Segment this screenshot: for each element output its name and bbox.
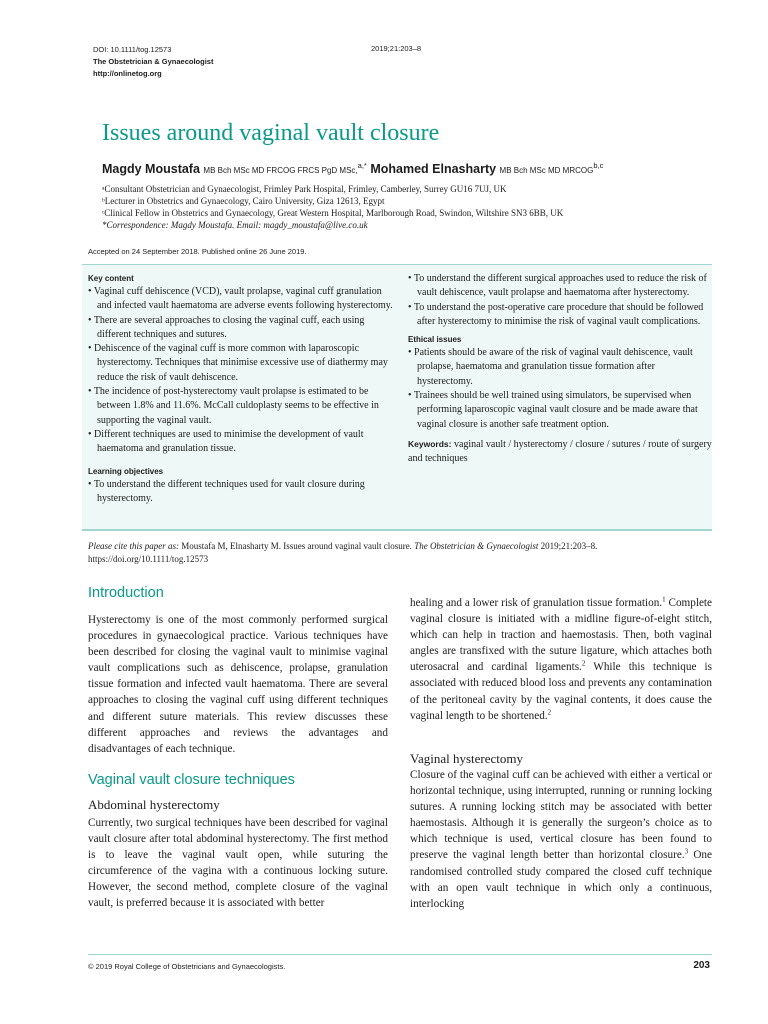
abdominal-subheading: Abdominal hysterectomy — [88, 797, 220, 812]
intro-heading: Introduction — [88, 585, 164, 601]
section-label: Review — [644, 45, 696, 62]
affiliation: ᶜClinical Fellow in Obstetrics and Gynaecology, Great Western Hospital, Marlborough Road, Swindon, Wiltshire SN3 6BB, UK — [102, 208, 564, 218]
correspondence: *Correspondence: Magdy Moustafa. Email: magdy_moustafa@live.co.uk — [102, 220, 368, 230]
learning-list-cont — [408, 272, 712, 329]
key-content-heading: Key content — [88, 274, 134, 283]
text-run: healing and a lower risk of granulation tissue formation. — [410, 597, 663, 609]
cite-doi[interactable]: https://doi.org/10.1111/tog.12573 — [88, 554, 209, 564]
right-paragraph-2 — [410, 767, 712, 912]
vaginal-subheading: Vaginal hysterectomy — [410, 751, 523, 766]
key-content-box — [82, 265, 712, 531]
box-right-column — [408, 272, 712, 467]
list-item: • There are several approaches to closing the vaginal cuff, each using different techniques and sutures. — [88, 314, 396, 343]
doi[interactable]: DOI: 10.1111/tog.12573 — [93, 45, 172, 54]
article-title: Issues around vaginal vault closure — [102, 120, 440, 146]
list-item: • To understand the post-operative care procedure that should be followed after hysterectomy to minimise the risk of vaginal vault complications. — [408, 301, 712, 330]
author-2: Mohamed Elnasharty — [370, 162, 497, 176]
text-run: Closure of the vaginal cuff can be achieved with either a vertical or horizontal technique, using interrupted, running or running locking sutures. A running locking stitch may be associated with better haemostasis. Although it is generally the surgeon’s choice as to which technique is used, vertical closure has been found to preserve the vaginal length better than horizontal closure. — [410, 769, 712, 862]
list-item: • Patients should be aware of the risk of vaginal vault dehiscence, vault prolapse, haematoma and granulation tissue formation after hysterectomy. — [408, 346, 712, 389]
learning-list — [88, 478, 396, 507]
ref-sup: 2 — [581, 659, 586, 668]
ref-sup: 1 — [662, 595, 666, 604]
list-item: • To understand the different techniques used for vault closure during hysterectomy. — [88, 478, 396, 507]
key-content-list — [88, 285, 396, 457]
text-run: Complete vaginal closure is initiated with a midline figure-of-eight stitch, which can help in traction and haemostasis. Then, both vaginal angles are transfixed with the suture ligature, which attaches both uterosacral and cardinal ligaments. — [410, 597, 713, 674]
ref-sup: 3 — [684, 847, 689, 856]
author-2-sup: b,c — [593, 160, 604, 170]
ethical-heading: Ethical issues — [408, 335, 462, 345]
author-1-degrees: MB Bch MSc MD FRCOG FRCS PgD MSc, — [203, 166, 358, 175]
keywords — [408, 437, 712, 467]
right-paragraph-1 — [410, 595, 712, 724]
closure-heading: Vaginal vault closure techniques — [88, 772, 295, 788]
abdominal-paragraph: Currently, two surgical techniques have been described for vaginal vault closure after total abdominal hysterectomy. The first method is to leave the vaginal vault open, while suturing the circumference of the vagina with a continuous locking suture. However, the second method, complete closure of the vaginal vault, is preferred because it is associated with better — [88, 817, 388, 910]
list-item: • Different techniques are used to minimise the development of vault haematoma and granulation tissue. — [88, 428, 396, 457]
box-left-column — [88, 273, 396, 506]
keywords-label: Keywords: — [408, 438, 452, 449]
learning-heading: Learning objectives — [88, 466, 164, 476]
list-item: • The incidence of post-hysterectomy vault prolapse is estimated to be between 1.8% and 11.6%. McCall culdoplasty seems to be effective in supporting the vaginal vault. — [88, 385, 396, 428]
author-2-degrees: MB Bch MSc MD MRCOG — [499, 166, 594, 175]
list-item: • Dehiscence of the vaginal cuff is more common with laparoscopic hysterectomy. Techniques that minimise excessive use of diathermy may reduce the risk of vault dehiscence. — [88, 342, 396, 385]
author-1-sup: a,* — [357, 160, 367, 170]
cite-prefix: Please cite this paper as: — [88, 541, 179, 551]
author-1: Magdy Moustafa — [102, 162, 200, 176]
ethical-list — [408, 346, 712, 432]
text-run: While this technique is associated with reduced blood loss and prevents any contamination of the peritoneal cavity by the vaginal contents, it does cause the vaginal length to be shortened. — [410, 661, 713, 722]
ref-sup: 2 — [547, 707, 552, 716]
journal-meta — [93, 44, 213, 80]
author-line — [102, 162, 603, 176]
affiliation: ᵃConsultant Obstetrician and Gynaecologist, Frimley Park Hospital, Frimley, Camberley, Surrey GU16 7UJ, UK — [102, 184, 507, 194]
keywords-text: vaginal vault / hysterectomy / closure / sutures / route of surgery and techniques — [408, 438, 712, 465]
affiliations — [102, 183, 563, 231]
cite-journal: The Obstetrician & Gynaecologist — [414, 541, 539, 551]
list-item: • Trainees should be well trained using simulators, be supervised when performing laparoscopic vaginal vault closure and be made aware that vaginal closure is another safe treatment option. — [408, 389, 712, 432]
cite-ref: 2019;21:203–8. — [540, 541, 598, 551]
copyright: © 2019 Royal College of Obstetricians and Gynaecologists. — [88, 962, 286, 971]
footer-rule — [88, 954, 712, 955]
accepted-date: Accepted on 24 September 2018. Published online 26 June 2019. — [88, 247, 307, 256]
cite-text: Moustafa M, Elnasharty M. Issues around vaginal vault closure. — [181, 541, 412, 551]
page-number: 203 — [693, 960, 710, 971]
list-item: • Vaginal cuff dehiscence (VCD), vault prolapse, vaginal cuff granulation and infected vault haematoma are adverse events following hysterectomy. — [88, 285, 396, 314]
journal-name: The Obstetrician & Gynaecologist — [93, 57, 214, 66]
list-item: • To understand the different surgical approaches used to reduce the risk of vault dehiscence, vault prolapse and haematoma after hysterectomy. — [408, 272, 712, 301]
text-run: One randomised controlled study compared the closed cuff technique with an open vault technique in which only a continuous, interlocking — [410, 849, 712, 910]
issue-info: 2019;21:203–8 — [371, 44, 422, 53]
citation — [88, 540, 698, 566]
journal-url[interactable]: http://onlinetog.org — [93, 69, 162, 78]
affiliation: ᵇLecturer in Obstetrics and Gynaecology, Cairo University, Giza 12613, Egypt — [102, 196, 385, 206]
intro-paragraph: Hysterectomy is one of the most commonly performed surgical procedures in gynaecological practice. Various techniques have been described for closing the vaginal vault to minimise vaginal vault complications such as dehiscence, prolapse, granulation tissue formation and infected vault haematoma. There are several approaches to closing the vaginal cuff using different techniques and different suture materials. This review discusses these different approaches and reviews the advantages and disadvantages of each technique. — [88, 614, 388, 755]
